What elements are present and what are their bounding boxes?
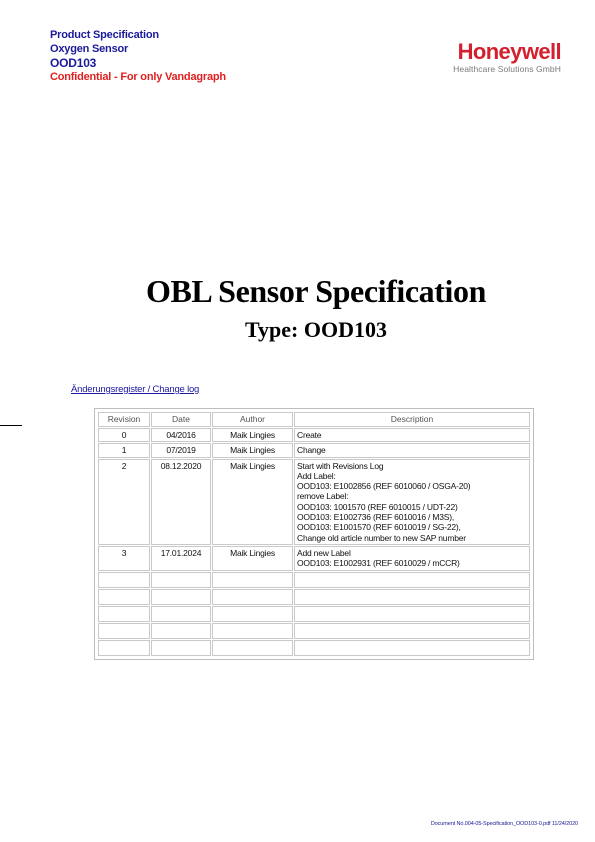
description-line: Start with Revisions Log bbox=[297, 460, 384, 471]
empty-cell bbox=[294, 623, 530, 639]
cell-author: Maik Lingies bbox=[212, 546, 293, 571]
empty-cell bbox=[294, 640, 530, 656]
empty-cell bbox=[212, 572, 293, 588]
document-header bbox=[50, 29, 226, 85]
document-title: OBL Sensor Specification bbox=[145, 273, 487, 309]
empty-cell bbox=[151, 589, 211, 605]
cell-revision: 2 bbox=[98, 459, 150, 545]
description-line: OOD103: 1001570 (REF 6010015 / UDT-22) bbox=[297, 501, 458, 512]
empty-table-row bbox=[98, 606, 530, 622]
header-doc-type: Product Specification bbox=[50, 29, 159, 41]
empty-cell bbox=[98, 589, 150, 605]
changelog-table bbox=[97, 411, 531, 657]
table-row bbox=[98, 546, 530, 571]
table-row bbox=[98, 459, 530, 545]
table-row bbox=[98, 443, 530, 457]
empty-cell bbox=[294, 606, 530, 622]
description-line: OOD103: E1002856 (REF 6010060 / OSGA-20) bbox=[297, 481, 471, 492]
description-line: OOD103: E1002931 (REF 6010029 / mCCR) bbox=[297, 558, 460, 569]
empty-table-row bbox=[98, 589, 530, 605]
empty-cell bbox=[212, 589, 293, 605]
empty-cell bbox=[98, 572, 150, 588]
empty-cell bbox=[294, 589, 530, 605]
empty-table-row bbox=[98, 640, 530, 656]
cell-date: 17.01.2024 bbox=[151, 546, 211, 571]
empty-cell bbox=[98, 623, 150, 639]
description-line: OOD103: E1001570 (REF 6010019 / SG-22), bbox=[297, 522, 461, 533]
cell-author: Maik Lingies bbox=[212, 428, 293, 442]
header-product: Oxygen Sensor bbox=[50, 42, 129, 55]
logo-subtitle: Healthcare Solutions GmbH bbox=[453, 64, 561, 74]
empty-cell bbox=[98, 606, 150, 622]
cell-author: Maik Lingies bbox=[212, 459, 293, 545]
logo-name: Honeywell bbox=[457, 39, 561, 64]
empty-cell bbox=[151, 572, 211, 588]
honeywell-logo bbox=[453, 40, 561, 75]
table-header-row bbox=[98, 412, 530, 427]
cell-revision: 0 bbox=[98, 428, 150, 442]
column-header-author: Author bbox=[212, 412, 293, 427]
changelog-link[interactable]: Änderungsregister / Change log bbox=[71, 384, 200, 395]
description-line: Add new Label bbox=[297, 547, 351, 558]
cell-description bbox=[294, 546, 530, 571]
cell-description bbox=[294, 459, 530, 545]
cell-description bbox=[294, 428, 530, 442]
column-header-revision: Revision bbox=[98, 412, 150, 427]
footer-document-number: Document No.004-05-Specification_OOD103-0.pdf 11/24/2020 bbox=[430, 821, 578, 827]
empty-table-row bbox=[98, 623, 530, 639]
header-product-code: OOD103 bbox=[50, 56, 97, 70]
confidential-notice: Confidential - For only Vandagraph bbox=[50, 71, 226, 83]
cell-author: Maik Lingies bbox=[212, 443, 293, 457]
description-line: remove Label: bbox=[297, 491, 349, 502]
cell-date: 07/2019 bbox=[151, 443, 211, 457]
description-line: Add Label: bbox=[297, 470, 336, 481]
cell-revision: 1 bbox=[98, 443, 150, 457]
empty-cell bbox=[212, 606, 293, 622]
cell-description bbox=[294, 443, 530, 457]
description-line: OOD103: E1002736 (REF 6010016 / M3S), bbox=[297, 512, 455, 523]
empty-cell bbox=[151, 606, 211, 622]
cell-date: 08.12.2020 bbox=[151, 459, 211, 545]
changelog-body bbox=[98, 428, 530, 656]
empty-cell bbox=[212, 623, 293, 639]
margin-rule bbox=[0, 425, 22, 426]
description-line: Change old article number to new SAP number bbox=[297, 532, 466, 543]
empty-cell bbox=[151, 640, 211, 656]
cell-date: 04/2016 bbox=[151, 428, 211, 442]
column-header-date: Date bbox=[151, 412, 211, 427]
column-header-description: Description bbox=[294, 412, 530, 427]
document-subtitle: Type: OOD103 bbox=[245, 317, 387, 342]
table-row bbox=[98, 428, 530, 442]
empty-cell bbox=[151, 623, 211, 639]
empty-cell bbox=[212, 640, 293, 656]
empty-cell bbox=[98, 640, 150, 656]
changelog-table-frame bbox=[94, 408, 534, 660]
cell-revision: 3 bbox=[98, 546, 150, 571]
description-line: Change bbox=[297, 445, 326, 456]
empty-cell bbox=[294, 572, 530, 588]
description-line: Create bbox=[297, 430, 322, 440]
empty-table-row bbox=[98, 572, 530, 588]
